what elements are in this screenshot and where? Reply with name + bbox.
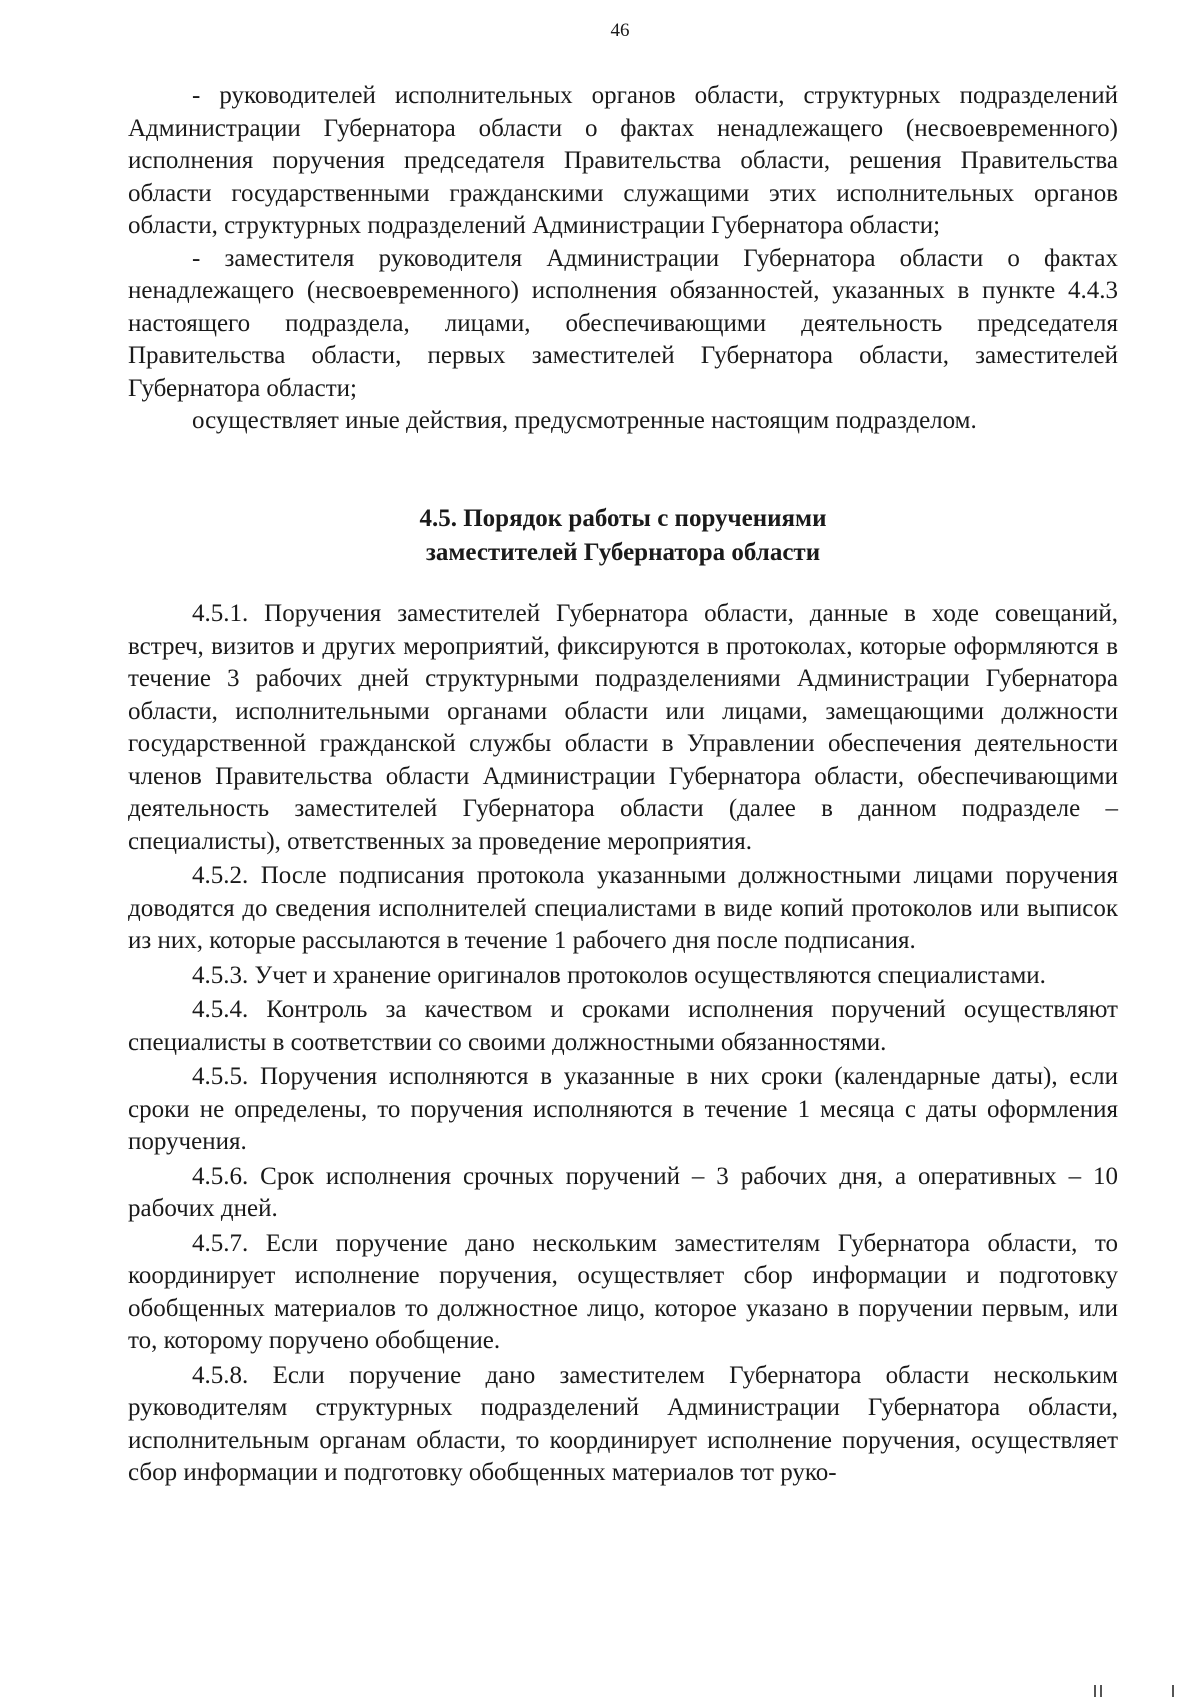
paragraph: осуществляет иные действия, предусмотренные настоящим подразделом. (192, 407, 977, 434)
page-number: 46 (610, 20, 630, 41)
section-heading-line: 4.5. Порядок работы с поручениями (419, 505, 827, 532)
paragraph: 4.5.4. Контроль за качеством и сроками исполнения поручений осуществляют специалисты в соответствии со своими должностными обязанностями. (128, 996, 1118, 1056)
scan-artifact (1172, 1685, 1174, 1697)
section-text-block (128, 598, 1118, 1492)
scan-artifact (1100, 1685, 1102, 1697)
paragraph: - заместителя руководителя Администрации Губернатора области о фактах ненадлежащего (несвоевременного) исполнения обязанностей, указанных в пункте 4.4.3 настоящего подраздела, лицами, обеспечивающими деятельность председателя Правительства области, первых заместителей Губернатора области, заместителей Губернатора области; (128, 244, 1118, 402)
section-heading (128, 502, 1118, 570)
paragraph: 4.5.1. Поручения заместителей Губернатора области, данные в ходе совещаний, встреч, визитов и других мероприятий, фиксируются в протоколах, которые оформляются в течение 3 рабочих дней структурными подразделениями Администрации Губернатора области, исполнительными органами области или лицами, замещающими должности государственной гражданской службы области в Управлении обеспечения деятельности членов Правительства области Администрации Губернатора области, обеспечивающими деятельность заместителей Губернатора области (далее в данном подразделе – специалисты), ответственных за проведение мероприятия. (128, 600, 1118, 855)
section-heading-line: заместителей Губернатора области (425, 539, 821, 566)
paragraph: 4.5.8. Если поручение дано заместителем Губернатора области нескольким руководителям структурных подразделений Администрации Губернатора области, исполнительным органам области, то координирует исполнение поручения, осуществляет сбор информации и подготовку обобщенных материалов тот руко- (128, 1361, 1118, 1486)
paragraph: - руководителей исполнительных органов области, структурных подразделений Администрации Губернатора области о фактах ненадлежащего (несвоевременного) исполнения поручения председателя Правительства области, решения Правительства области государственными гражданскими служащими этих исполнительных органов области, структурных подразделений Администрации Губернатора области; (128, 82, 1118, 239)
paragraph: 4.5.5. Поручения исполняются в указанные в них сроки (календарные даты), если сроки не определены, то поручения исполняются в течение 1 месяца с даты оформления поручения. (128, 1063, 1118, 1155)
intro-text-block (128, 80, 1118, 438)
paragraph: 4.5.2. После подписания протокола указанными должностными лицами поручения доводятся до сведения исполнителей специалистами в виде копий протоколов или выписок из них, которые рассылаются в течение 1 рабочего дня после подписания. (128, 862, 1118, 954)
paragraph: 4.5.7. Если поручение дано нескольким заместителям Губернатора области, то координирует исполнение поручения, осуществляет сбор информации и подготовку обобщенных материалов то должностное лицо, которое указано в поручении первым, или то, которому поручено обобщение. (128, 1229, 1118, 1354)
scan-artifact (1094, 1685, 1096, 1697)
paragraph: 4.5.6. Срок исполнения срочных поручений – 3 рабочих дня, а оперативных – 10 рабочих дней. (128, 1162, 1118, 1222)
paragraph: 4.5.3. Учет и хранение оригиналов протоколов осуществляются специалистами. (192, 961, 1046, 989)
